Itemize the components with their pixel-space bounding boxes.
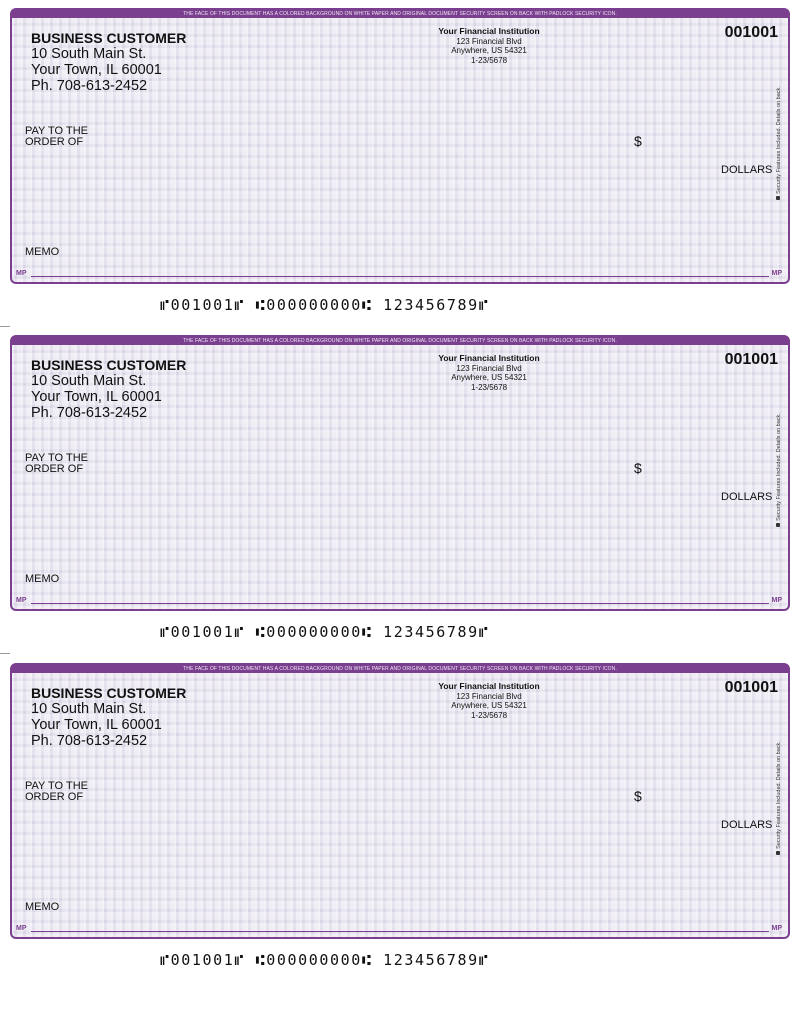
business-address-line1: 10 South Main St.: [31, 701, 147, 717]
business-name: BUSINESS CUSTOMER: [31, 685, 187, 701]
security-text: Security Features Included. Details on back.: [776, 86, 782, 194]
bank-fraction: 1-23/5678: [470, 382, 508, 392]
memo-label: MEMO: [25, 573, 60, 585]
padlock-icon: [776, 196, 780, 200]
security-banner: THE FACE OF THIS DOCUMENT HAS A COLORED BACKGROUND ON WHITE PAPER AND ORIGINAL DOCUMENT SECURITY SCREEN ON BACK WITH PADLOCK SECURITY ICON.: [12, 665, 788, 673]
business-address-line2: Your Town, IL 60001: [31, 717, 162, 733]
pay-to-line1: PAY TO THE: [25, 452, 88, 464]
pay-to-line1: PAY TO THE: [25, 780, 88, 792]
bank-fraction: 1-23/5678: [470, 710, 508, 720]
check-number: 001001: [724, 24, 778, 41]
mp-mark-right: MP: [771, 270, 782, 277]
dollar-sign: $: [634, 788, 642, 804]
business-address-line1: 10 South Main St.: [31, 373, 147, 389]
security-text: Security Features Included. Details on back.: [776, 413, 782, 521]
bank-fraction: 1-23/5678: [470, 55, 508, 65]
pay-to-line2: ORDER OF: [25, 791, 84, 803]
bank-info: [424, 354, 554, 392]
check-3: [10, 663, 790, 939]
signature-line: [31, 931, 769, 932]
mp-mark-right: MP: [771, 597, 782, 604]
business-name: BUSINESS CUSTOMER: [31, 357, 187, 373]
mp-mark-right: MP: [771, 925, 782, 932]
business-address-line2: Your Town, IL 60001: [31, 62, 162, 78]
micr-line: ⑈001001⑈ ⑆000000000⑆ 123456789⑈: [160, 951, 490, 969]
security-text: Security Features Included. Details on back.: [776, 741, 782, 849]
bank-info: [424, 27, 554, 65]
perforation-mark: [0, 326, 10, 327]
pay-to-line2: ORDER OF: [25, 136, 84, 148]
bank-address1: 123 Financial Blvd: [456, 691, 522, 701]
business-phone: Ph. 708-613-2452: [31, 733, 148, 749]
pay-to-line1: PAY TO THE: [25, 125, 88, 137]
mp-mark-left: MP: [16, 597, 27, 604]
business-phone: Ph. 708-613-2452: [31, 78, 148, 94]
security-note: [776, 405, 782, 535]
dollars-label: DOLLARS: [721, 491, 773, 503]
security-note: [776, 78, 782, 208]
bank-name: Your Financial Institution: [438, 681, 540, 691]
memo-label: MEMO: [25, 901, 60, 913]
security-banner: THE FACE OF THIS DOCUMENT HAS A COLORED BACKGROUND ON WHITE PAPER AND ORIGINAL DOCUMENT SECURITY SCREEN ON BACK WITH PADLOCK SECURITY ICON.: [12, 10, 788, 18]
pay-to-label: [25, 781, 88, 803]
bank-info: [424, 682, 554, 720]
business-address-line1: 10 South Main St.: [31, 46, 147, 62]
signature-line: [31, 276, 769, 277]
padlock-icon: [776, 851, 780, 855]
micr-line: ⑈001001⑈ ⑆000000000⑆ 123456789⑈: [160, 296, 490, 314]
business-phone: Ph. 708-613-2452: [31, 405, 148, 421]
dollar-sign: $: [634, 460, 642, 476]
business-address-line2: Your Town, IL 60001: [31, 389, 162, 405]
security-banner: THE FACE OF THIS DOCUMENT HAS A COLORED BACKGROUND ON WHITE PAPER AND ORIGINAL DOCUMENT SECURITY SCREEN ON BACK WITH PADLOCK SECURITY ICON.: [12, 337, 788, 345]
check-number: 001001: [724, 351, 778, 368]
mp-mark-left: MP: [16, 270, 27, 277]
bank-address1: 123 Financial Blvd: [456, 363, 522, 373]
micr-line: ⑈001001⑈ ⑆000000000⑆ 123456789⑈: [160, 623, 490, 641]
bank-name: Your Financial Institution: [438, 26, 540, 36]
pay-to-label: [25, 453, 88, 475]
dollars-label: DOLLARS: [721, 164, 773, 176]
bank-name: Your Financial Institution: [438, 353, 540, 363]
pay-to-line2: ORDER OF: [25, 463, 84, 475]
check-2: [10, 335, 790, 611]
signature-line: [31, 603, 769, 604]
dollar-sign: $: [634, 133, 642, 149]
perforation-mark: [0, 653, 10, 654]
check-number: 001001: [724, 679, 778, 696]
check-1: [10, 8, 790, 284]
bank-address2: Anywhere, US 54321: [451, 701, 527, 710]
business-name: BUSINESS CUSTOMER: [31, 30, 187, 46]
bank-address2: Anywhere, US 54321: [451, 373, 527, 382]
dollars-label: DOLLARS: [721, 819, 773, 831]
bank-address1: 123 Financial Blvd: [456, 36, 522, 46]
security-note: [776, 733, 782, 863]
memo-label: MEMO: [25, 246, 60, 258]
padlock-icon: [776, 523, 780, 527]
mp-mark-left: MP: [16, 925, 27, 932]
bank-address2: Anywhere, US 54321: [451, 46, 527, 55]
pay-to-label: [25, 126, 88, 148]
